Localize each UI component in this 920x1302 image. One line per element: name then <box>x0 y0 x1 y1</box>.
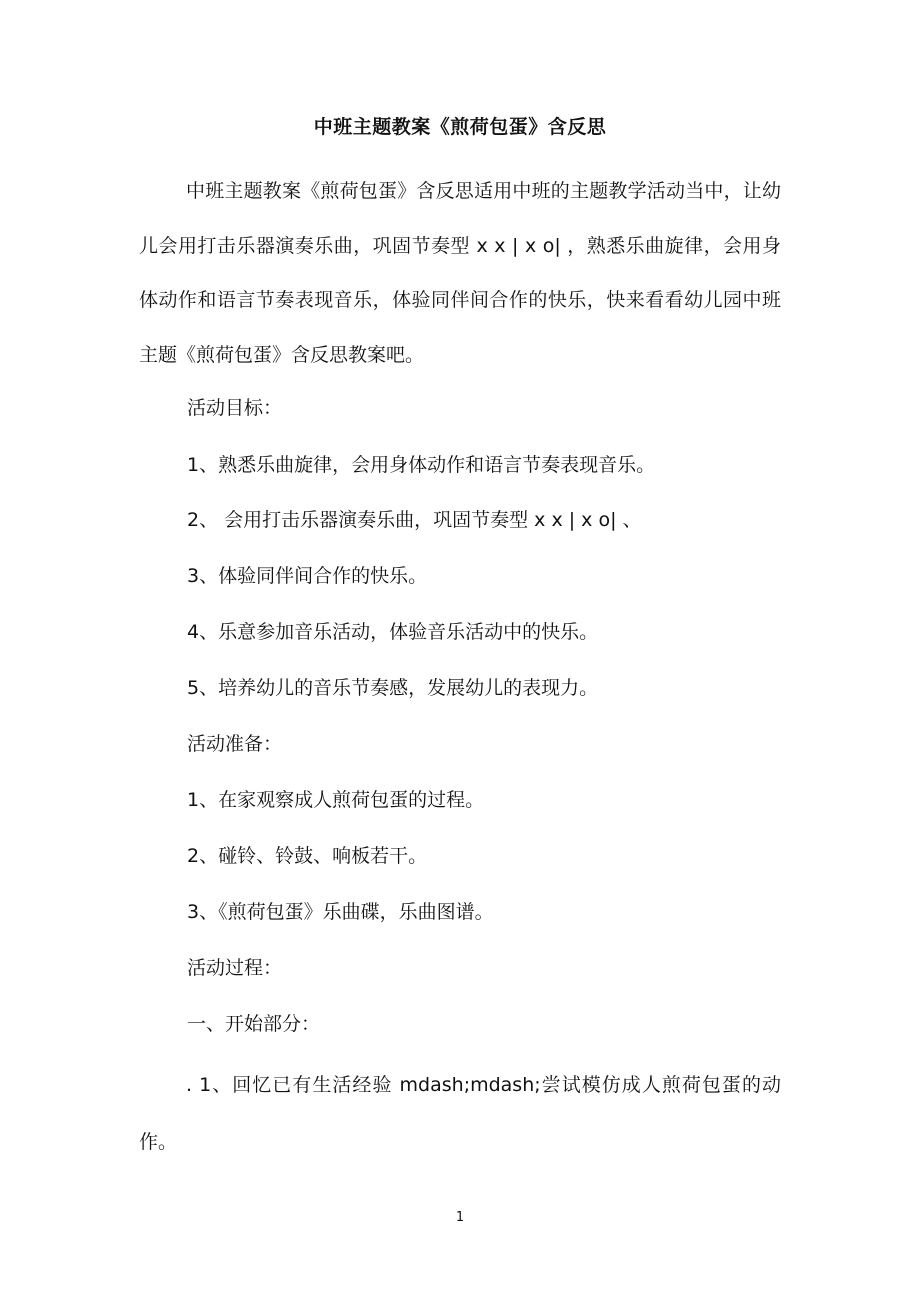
goal-item: 4、乐意参加音乐活动，体验音乐活动中的快乐。 <box>187 621 599 643</box>
goal-item: 1、熟悉乐曲旋律，会用身体动作和语言节奏表现音乐。 <box>187 454 656 476</box>
prep-heading: 活动准备： <box>187 733 283 755</box>
goal-item: 3、体验同伴间合作的快乐。 <box>187 565 428 587</box>
prep-item: 1、在家观察成人煎荷包蛋的过程。 <box>187 789 485 811</box>
goal-item: 5、培养幼儿的音乐节奏感，发展幼儿的表现力。 <box>187 677 599 699</box>
prep-item: 2、碰铃、铃鼓、响板若干。 <box>187 845 428 867</box>
document-title: 中班主题教案《煎荷包蛋》含反思 <box>313 116 607 138</box>
process-part-heading: 一、开始部分： <box>187 1013 321 1035</box>
process-heading: 活动过程： <box>187 957 283 979</box>
prep-item: 3、《煎荷包蛋》乐曲碟，乐曲图谱。 <box>187 901 494 923</box>
goal-item: 2、 会用打击乐器演奏乐曲，巩固节奏型 x x | x o| 、 <box>187 509 642 531</box>
page-number: 1 <box>455 1210 465 1225</box>
intro-paragraph: 中班主题教案《煎荷包蛋》含反思适用中班的主题教学活动当中，让幼儿会用打击乐器演奏乐曲，巩固节奏型 x x | x o| ，熟悉乐曲旋律，会用身体动作和语言节奏表现音乐，体验同伴间合作的快乐，快来看看幼儿园中班主题《煎荷包蛋》含反思教案吧。 <box>139 180 781 367</box>
process-step: . 1、回忆已有生活经验 mdash;mdash;尝试模仿成人煎荷包蛋的动作。 <box>139 1074 781 1153</box>
goals-heading: 活动目标： <box>187 397 283 419</box>
